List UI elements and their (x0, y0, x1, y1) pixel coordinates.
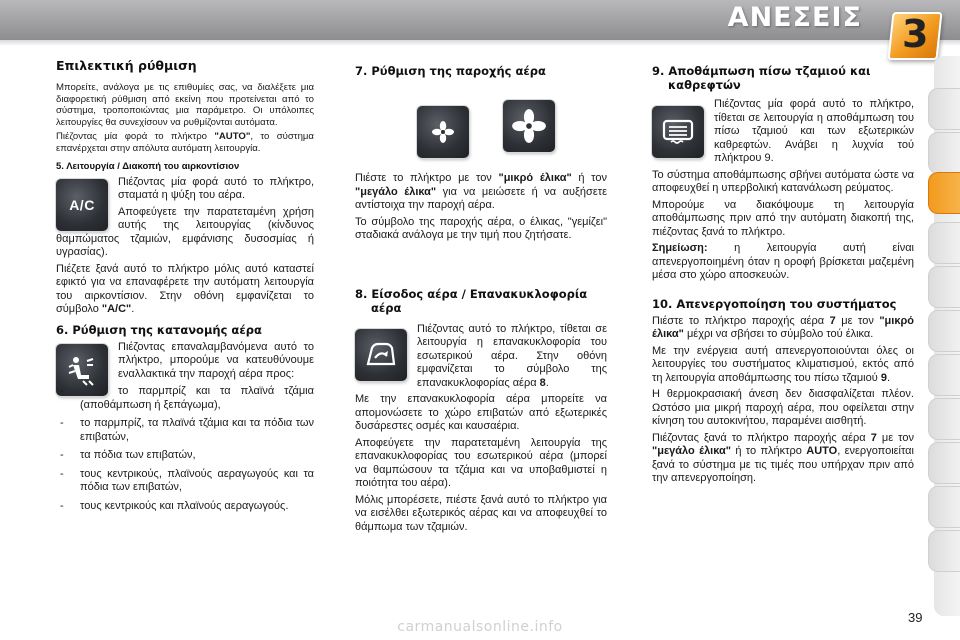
ac-paragraph-3: Πιέζετε ξανά αυτό το πλήκτρο μόλις αυτό καταστεί εφικτό για να επαναφέρετε την αυτόματη λειτουργία του αιρκοντίσιον. Στην οθόνη εμφανίζεται το σύμβολο "A/C". (56, 262, 314, 316)
system-off-heading: 10. Απενεργοποίηση του συστήματος (652, 296, 897, 311)
ac-icon-label: A/C (69, 196, 95, 213)
recirculation-paragraph-3: Αποφεύγετε την παρατεταμένη λειτουργία της επανακυκλοφορίας του εσωτερικού αέρα (μπορεί να θαμπώσουν τα τζάμια και να υποβαθμιστεί η ποιότητα του αέρα). (355, 436, 607, 489)
recirculation-heading: 8. Είσοδος αέρα / Επανακυκλοφορία αέρα (355, 286, 588, 315)
list-item: - το παρμπρίζ, τα πλαϊνά τζάμια και τα πόδια των επιβατών, (56, 417, 314, 444)
air-flow-paragraph-1: Πιέστε το πλήκτρο με τον "μικρό έλικα" ή τον "μεγάλο έλικα" για να μειώσετε ή να αυξήσετε αντίστοιχα την παροχή αέρα. (355, 172, 607, 211)
column-right (652, 58, 914, 489)
column-left (56, 58, 314, 518)
system-off-paragraph-3: Η θερμοκρασιακή άνεση δεν διασφαλίζεται πλέον. Ωστόσο μια μικρή παροχή αέρα, που οφείλεται στην κίνηση του αυτοκινήτου, παραμένει αισθητή. (652, 388, 914, 427)
rear-defrost-heading: 9. Αποθάμπωση πίσω τζαμιού και καθρεφτών (652, 64, 871, 92)
rear-defrost-paragraph-3: Μπορούμε να διακόψουμε τη λειτουργία αποθάμπωσης πριν από την αυτόματη διακοπή της, πιέζοντας ξανά το πλήκτρο. (652, 198, 914, 238)
section-title: ΑΝΕΣΕΙΣ (727, 2, 862, 33)
rear-defrost-icon (652, 106, 704, 158)
rail-tab-4[interactable] (928, 222, 960, 264)
chapter-badge (887, 12, 942, 60)
list-item: - τους κεντρικούς, πλαϊνούς αεραγωγούς και τα πόδια των επιβατών, (56, 468, 314, 495)
page-number: 39 (908, 610, 923, 625)
recirculation-glyph (364, 340, 398, 370)
rail-tab-1[interactable] (928, 88, 960, 130)
ac-button-icon (56, 179, 108, 231)
selective-setting-heading: Επιλεκτική ρύθμιση (56, 58, 197, 73)
ac-paragraph-2: Αποφεύγετε την παρατεταμένη χρήση αυτής της λειτουργίας (κίνδυνος θαμπώματος τζαμιών, εμφάνισης δυσοσμίας ή υγρασίας). (56, 205, 314, 259)
rail-tab-5[interactable] (928, 266, 960, 308)
rail-tab-2[interactable] (928, 132, 960, 174)
rail-tab-10[interactable] (928, 486, 960, 528)
recirculation-paragraph-4: Μόλις μπορέσετε, πιέστε ξανά αυτό το πλήκτρο για να εισέλθει εξωτερικός αέρας και να αποφευχθεί το θάμπωμα των τζαμιών. (355, 493, 607, 533)
rail-tab-8[interactable] (928, 398, 960, 440)
watermark: carmanualsonline.info (397, 619, 563, 635)
recirculation-icon (355, 329, 407, 381)
list-item: - τους κεντρικούς και πλαϊνούς αεραγωγούς. (56, 500, 314, 514)
system-off-paragraph-2: Με την ενέργεια αυτή απενεργοποιούνται όλες οι λειτουργίες του συστήματος κλιματισμού, εκτός από τη λειτουργία αποθάμπωσης του πίσω τζαμιού 9. (652, 344, 914, 384)
column-middle (355, 58, 607, 537)
header-shadow (0, 40, 960, 46)
selective-intro-2: Πιέζοντας μία φορά το πλήκτρο "AUTO", το σύστημα επανέρχεται στην απόλυτα αυτόματη λειτουργία. (56, 131, 314, 154)
air-flow-paragraph-2: Το σύμβολο της παροχής αέρα, ο έλικας, "γεμίζει" σταδιακά ανάλογα με την τιμή που ζητήσατε. (355, 215, 607, 241)
rail-tab-11[interactable] (928, 530, 960, 572)
distribution-paragraph: Πιέζοντας επαναλαμβανόμενα αυτό το πλήκτρο, μπορούμε να κατευθύνουμε εναλλακτικά την παροχή αέρα προς: (118, 340, 314, 380)
rail-tab-9[interactable] (928, 442, 960, 484)
large-fan-icon (503, 100, 555, 152)
small-fan-glyph (431, 120, 455, 144)
system-off-paragraph-4: Πιέζοντας ξανά το πλήκτρο παροχής αέρα 7 με τον "μεγάλο έλικα" ή το πλήκτρο AUTO, ενεργοποιείται ξανά το σύστημα με τις τιμές που υπήρχαν πριν από την απενεργοποίηση. (652, 431, 914, 484)
distribution-list (56, 385, 314, 513)
selective-intro-1: Μπορείτε, ανάλογα με τις επιθυμίες σας, να διαλέξετε μια διαφορετική ρύθμιση από εκείνη που προτείνεται από το σύστημα, τροποποιώντας μια παράμετρο. Οι υπόλοιπες λειτουργίες θα συνεχίσουν να ρυθμίζονται αυτόματα. (56, 82, 314, 128)
system-off-paragraph-1: Πιέστε το πλήκτρο παροχής αέρα 7 με τον "μικρό έλικα" μέχρι να σβήσει το σύμβολο τού έλικα. (652, 314, 915, 340)
small-fan-icon (417, 106, 469, 158)
distribution-heading: 6. Ρύθμιση της κατανομής αέρα (56, 322, 262, 337)
rail-tab-6[interactable] (928, 310, 960, 352)
rear-defrost-paragraph-1: Πιέζοντας μία φορά αυτό το πλήκτρο, τίθεται σε λειτουργία η αποθάμπωση του πίσω τζαμιού και των εξωτερικών καθρεφτών. Ανάβει η λυχνία τού πλήκτρου 9. (714, 98, 914, 164)
fan-icon-row (417, 100, 607, 158)
ac-heading: 5. Λειτουργία / Διακοπή του αιρκοντίσιον (56, 160, 240, 172)
rail-tab-active[interactable] (928, 172, 960, 214)
air-flow-heading: 7. Ρύθμιση της παροχής αέρα (355, 64, 546, 78)
rear-defrost-glyph (661, 118, 695, 146)
recirculation-paragraph-2: Με την επανακυκλοφορία αέρα μπορείτε να απομονώσετε το χώρο επιβατών από εξωτερικές δυσάρεστες οσμές και καυσαέρια. (355, 393, 607, 432)
air-distribution-glyph (65, 353, 99, 387)
rail-tab-7[interactable] (928, 354, 960, 396)
chapter-number: 3 (901, 12, 929, 56)
list-item: - τα πόδια των επιβατών, (56, 449, 314, 463)
ac-paragraph-1: Πιέζοντας μία φορά αυτό το πλήκτρο, σταματά η ψύξη του αέρα. (118, 175, 314, 202)
rear-defrost-paragraph-2: Το σύστημα αποθάμπωσης σβήνει αυτόματα ώστε να αποφευχθεί η υπερβολική κατανάλωση ρεύματος. (652, 168, 914, 194)
large-fan-glyph (511, 108, 547, 144)
rear-defrost-note: Σημείωση: η λειτουργία αυτή είναι απενεργοποιημένη όταν η οροφή βρίσκεται μαζεμένη μέσα στο χώρο αποσκευών. (652, 242, 914, 281)
list-item: - το παρμπρίζ και τα πλαϊνά τζάμια (αποθάμπωση ή ξεπάγωμα), (56, 385, 314, 412)
recirculation-paragraph-1: Πιέζοντας αυτό το πλήκτρο, τίθεται σε λειτουργία η επανακυκλοφορία του εσωτερικού αέρα. Στην οθόνη εμφανίζεται το σύμβολο της επανακυκλοφορίας αέρα 8. (417, 322, 607, 389)
